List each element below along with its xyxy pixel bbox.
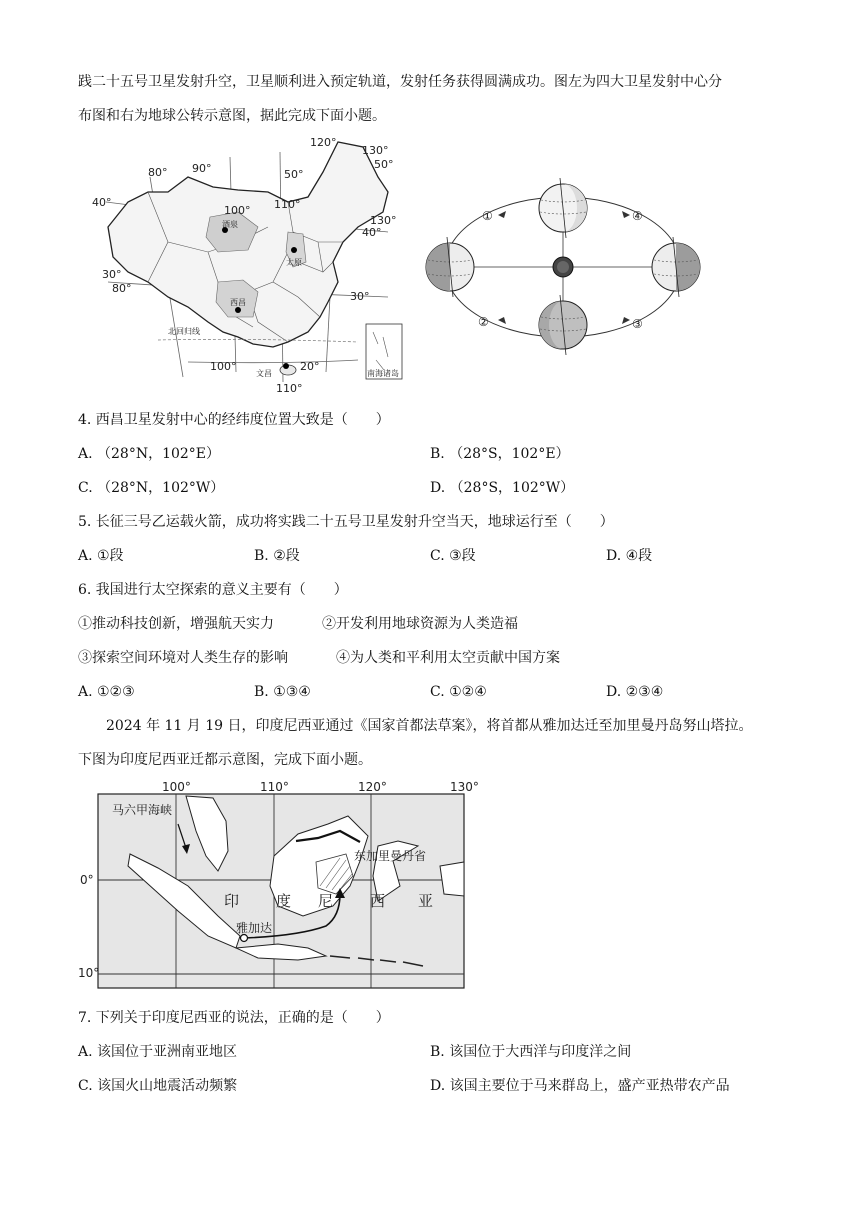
country-char: 西 xyxy=(370,892,386,910)
taiyuan-marker xyxy=(291,247,297,253)
q6-item-4: ④为人类和平利用太空贡献中国方案 xyxy=(336,650,560,666)
lon-label: 120° xyxy=(358,780,387,794)
lon-label: 100° xyxy=(162,780,191,794)
lon-label: 80° xyxy=(148,166,168,179)
lon-label: 130° xyxy=(362,144,389,157)
country-char: 度 xyxy=(276,892,292,910)
q6-option-d[interactable]: D. ②③④ xyxy=(606,684,664,700)
intro-line-2: 布图和右为地球公转示意图，据此完成下面小题。 xyxy=(78,108,386,124)
intro2-line-2: 下图为印度尼西亚迁都示意图，完成下面小题。 xyxy=(78,752,372,768)
earth-right-icon xyxy=(652,237,700,297)
wenchang-marker xyxy=(283,363,289,369)
site-label-taiyuan: 太原 xyxy=(286,258,302,267)
segment-label-2: ② xyxy=(478,315,489,329)
site-label-jiuquan: 酒泉 xyxy=(222,220,238,229)
country-char: 印 xyxy=(224,892,240,910)
q6-option-b[interactable]: B. ①③④ xyxy=(254,684,311,700)
earth-left-icon xyxy=(426,237,474,297)
lat-label: 40° xyxy=(362,226,382,239)
lon-label: 90° xyxy=(192,162,212,175)
china-launch-center-map xyxy=(88,132,413,394)
orbit-arrow-icon xyxy=(622,317,630,324)
q4-option-d[interactable]: D. （28°S，102°W） xyxy=(430,480,575,496)
q6-item-1: ①推动科技创新，增强航天实力 xyxy=(78,616,274,632)
q5-option-a[interactable]: A. ①段 xyxy=(78,548,124,564)
q7-option-b[interactable]: B. 该国位于大西洋与印度洋之间 xyxy=(430,1044,632,1060)
jakarta-marker xyxy=(241,935,248,942)
lon-label: 110° xyxy=(260,780,289,794)
intro-line-1: 践二十五号卫星发射升空，卫星顺利进入预定轨道，发射任务获得圆满成功。图左为四大卫星发射中心分 xyxy=(78,74,722,90)
earth-bottom-icon xyxy=(539,295,587,355)
q6-option-c[interactable]: C. ①②④ xyxy=(430,684,487,700)
site-label-xichang: 西昌 xyxy=(230,298,246,307)
lon-label: 110° xyxy=(276,382,303,394)
q4-option-a[interactable]: A. （28°N，102°E） xyxy=(78,446,221,462)
lat-label: 0° xyxy=(80,873,94,887)
question-6-stem: 6. 我国进行太空探索的意义主要有（ ） xyxy=(78,582,348,598)
lat-label: 30° xyxy=(350,290,370,303)
lon-label: 130° xyxy=(450,780,479,794)
indonesia-capital-relocation-map xyxy=(78,776,488,990)
q5-option-c[interactable]: C. ③段 xyxy=(430,548,476,564)
q6-item-2: ②开发利用地球资源为人类造福 xyxy=(322,616,518,632)
question-7-stem: 7. 下列关于印度尼西亚的说法，正确的是（ ） xyxy=(78,1010,390,1026)
lon-label: 100° xyxy=(210,360,237,373)
earth-top-icon xyxy=(539,178,587,238)
lon-label: 130° xyxy=(370,214,397,227)
province-label: 东加里曼丹省 xyxy=(354,849,427,863)
lon-label: 100° xyxy=(224,204,251,217)
q5-option-d[interactable]: D. ④段 xyxy=(606,548,653,564)
lat-label: 50° xyxy=(284,168,304,181)
site-label-wenchang: 文昌 xyxy=(256,369,272,378)
earth-orbit-diagram xyxy=(420,170,715,360)
orbit-arrow-icon xyxy=(498,317,506,324)
strait-label: 马六甲海峡 xyxy=(112,803,173,817)
segment-label-4: ④ xyxy=(632,209,643,223)
lat-label: 10° xyxy=(78,966,100,980)
orbit-arrow-icon xyxy=(498,211,506,218)
intro2-line-1: 2024 年 11 月 19 日，印度尼西亚通过《国家首都法草案》，将首都从雅加达迁至加里曼丹岛努山塔拉。 xyxy=(106,718,753,734)
q5-option-b[interactable]: B. ②段 xyxy=(254,548,300,564)
lon-label: 120° xyxy=(310,136,337,149)
q4-option-c[interactable]: C. （28°N，102°W） xyxy=(78,480,225,496)
lon-label: 110° xyxy=(274,198,301,211)
inset-label: 南海诸岛 xyxy=(367,369,399,378)
xichang-marker xyxy=(235,307,241,313)
q6-option-a[interactable]: A. ①②③ xyxy=(78,684,135,700)
lat-label: 40° xyxy=(92,196,112,209)
lat-label: 50° xyxy=(374,158,394,171)
orbit-arrow-icon xyxy=(622,211,630,218)
lat-label: 30° xyxy=(102,268,122,281)
lat-label: 20° xyxy=(300,360,320,373)
q7-option-d[interactable]: D. 该国主要位于马来群岛上，盛产亚热带农产品 xyxy=(430,1078,730,1094)
q6-item-3: ③探索空间环境对人类生存的影响 xyxy=(78,650,288,666)
question-5-stem: 5. 长征三号乙运载火箭，成功将实践二十五号卫星发射升空当天，地球运行至（ ） xyxy=(78,514,614,530)
segment-label-1: ① xyxy=(482,209,493,223)
lon-label: 80° xyxy=(112,282,132,295)
question-4-stem: 4. 西昌卫星发射中心的经纬度位置大致是（ ） xyxy=(78,412,390,428)
q7-option-a[interactable]: A. 该国位于亚洲南亚地区 xyxy=(78,1044,238,1060)
country-char: 尼 xyxy=(318,892,334,910)
q7-option-c[interactable]: C. 该国火山地震活动频繁 xyxy=(78,1078,238,1094)
segment-label-3: ③ xyxy=(632,317,643,331)
tropic-label: 北回归线 xyxy=(168,327,200,336)
country-char: 亚 xyxy=(418,892,434,910)
jakarta-label: 雅加达 xyxy=(236,921,273,935)
q4-option-b[interactable]: B. （28°S，102°E） xyxy=(430,446,570,462)
